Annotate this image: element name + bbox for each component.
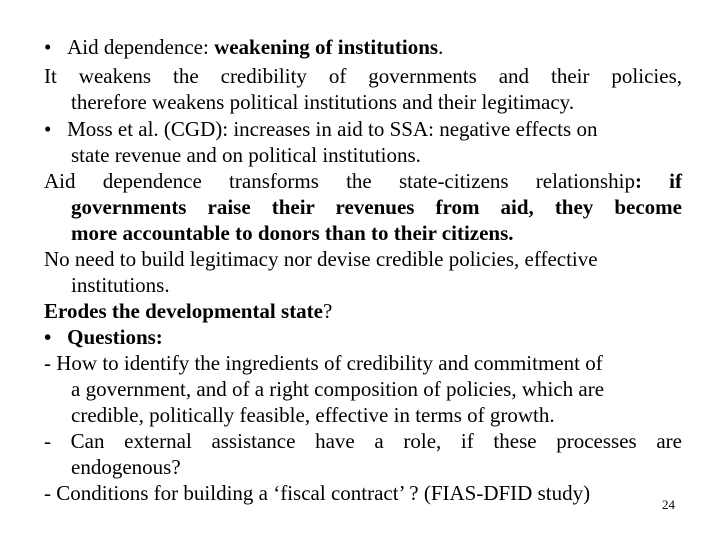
paragraph-line: a government, and of a right composition of policies, which are — [71, 377, 605, 401]
page-number: 24 — [662, 497, 675, 512]
paragraph-line: credible, politically feasible, effective in terms of growth. — [71, 403, 555, 427]
bullet-marker: • — [44, 35, 52, 59]
bullet-marker: • — [44, 117, 52, 141]
paragraph-line: endogenous? — [71, 455, 181, 479]
paragraph-line: - How to identify the ingredients of credibility and commitment of — [44, 351, 603, 375]
bullet-marker: • — [44, 325, 52, 349]
bullet-moss — [44, 116, 597, 142]
text-plain: . — [438, 35, 444, 59]
paragraph-line-bold: governments raise their revenues from aid, they become — [71, 195, 682, 219]
paragraph-line: state revenue and on political institutions. — [71, 143, 421, 167]
paragraph-line — [44, 168, 682, 194]
paragraph-line: - Conditions for building a ‘fiscal contract’ ? (FIAS-DFID study) — [44, 481, 591, 505]
paragraph-line — [44, 298, 332, 324]
text-plain: Aid dependence transforms the state-citizens relationship — [44, 169, 635, 193]
bullet-questions — [44, 324, 163, 350]
bullet-aid-dependence — [44, 34, 443, 60]
text-bold: : if — [634, 169, 682, 193]
paragraph-line-bold: more accountable to donors than to their citizens. — [71, 221, 514, 245]
text-plain: Aid dependence: — [67, 35, 215, 59]
text-plain: ? — [323, 299, 333, 323]
text-bold: Erodes the developmental state — [44, 299, 323, 323]
paragraph-line: It weakens the credibility of governments and their policies, — [44, 64, 682, 88]
paragraph-line: institutions. — [71, 273, 170, 297]
text-bold: weakening of institutions — [214, 35, 439, 59]
paragraph-line: therefore weakens political institutions and their legitimacy. — [71, 90, 575, 114]
text-plain: Moss et al. (CGD): increases in aid to SSA: negative effects on — [67, 117, 598, 141]
text-bold: Questions: — [67, 325, 163, 349]
paragraph-line: No need to build legitimacy nor devise credible policies, effective — [44, 247, 598, 271]
paragraph-line: - Can external assistance have a role, if these processes are — [44, 429, 682, 453]
